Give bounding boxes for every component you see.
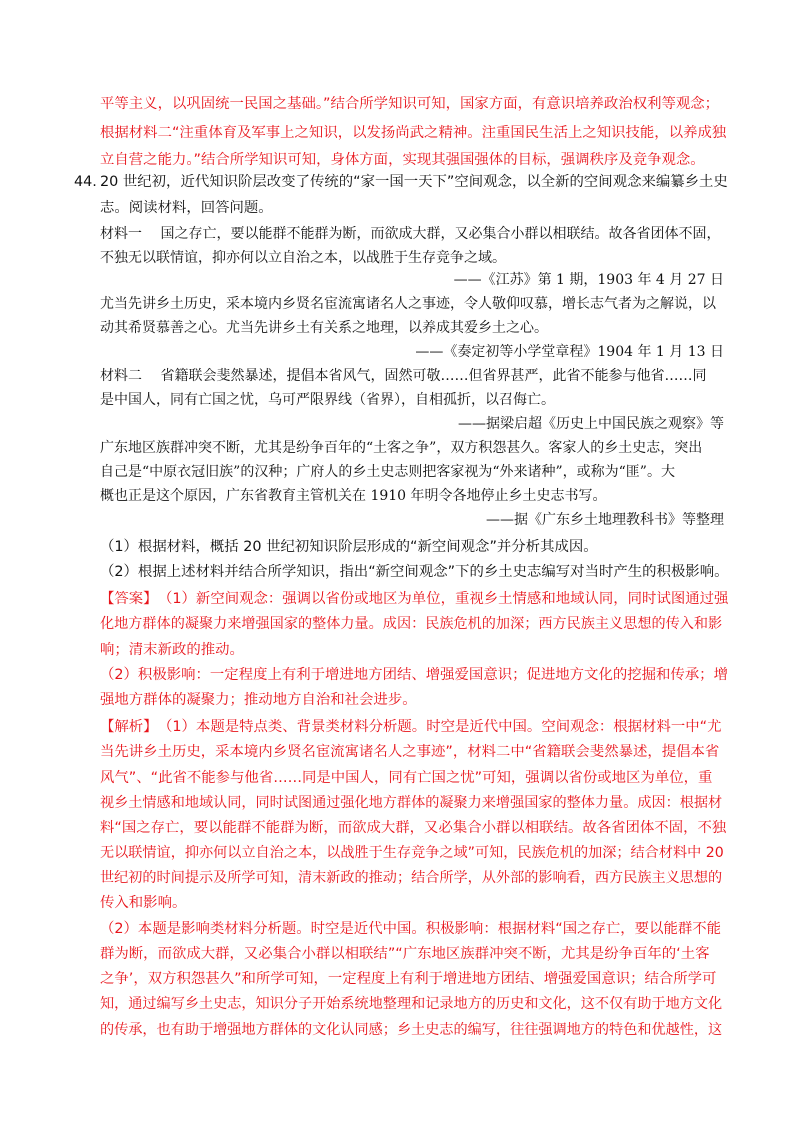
analysis-line: 群为断，而欲成大群，又必集合小群以相联结”“广东地区族群冲突不断，尤其是纷争百年的‘土客 — [100, 946, 710, 962]
answer-line: 强地方群体的凝聚力；推动地方自治和社会进步。 — [100, 692, 417, 708]
material-source: ——据《广东乡土地理教科书》等整理 — [486, 512, 724, 528]
answer-line: （1）新空间观念：强调以省份或地区为单位，重视乡土情感和地域认同，同时试图通过强 — [158, 591, 729, 607]
analysis-line: 视乡土情感和地域认同，同时试图通过强化地方群体的凝聚力来增强国家的整体力量。成因：根据材 — [100, 795, 723, 811]
analysis-line: （1）本题是特点类、背景类材料分析题。时空是近代中国。空间观念：根据材料一中“尤 — [158, 719, 722, 735]
analysis-line: 世纪初的时间提示及所学可知，清末新政的推动；结合所学，从外部的影响看，西方民族主义思想的 — [100, 870, 723, 886]
answer-line: 响；清末新政的推动。 — [100, 642, 244, 658]
material-line: 尤当先讲乡土历史，采本境内乡贤名宦流寓诸名人之事迹，令人敬仰叹慕，增长志气者为之解说，以 — [100, 296, 716, 312]
analysis-line: 当先讲乡土历史，采本境内乡贤名宦流寓诸名人之事迹”，材料二中“省籍联会斐然暴述，提倡本省 — [100, 744, 720, 760]
question-number: 44. — [74, 174, 97, 190]
analysis-line: 知，通过编写乡土史志，知识分子开始系统地整理和记录地方的历史和文化，这不仅有助于地方文化 — [100, 996, 723, 1012]
prev-answer-line: 根据材料二“注重体育及军事上之知识，以发扬尚武之精神。注重国民生活上之知识技能，以养成独 — [100, 125, 727, 141]
material-line: 材料二 省籍联会斐然暴述，提倡本省风气，固然可敬……但省界甚严，此省不能参与他省……同 — [100, 368, 707, 384]
question-stem-line: 志。阅读材料，回答问题。 — [100, 200, 273, 216]
answer-label: 【答案】 — [100, 591, 158, 607]
analysis-line: 的传承，也有助于增强地方群体的文化认同感；乡土史志的编写，往往强调地方的特色和优越性，这 — [100, 1022, 723, 1038]
material-line: 概也正是这个原因，广东省教育主管机关在 1910 年明令各地停止乡土史志书写。 — [100, 488, 607, 504]
material-source: ——《奏定初等小学堂章程》1904 年 1 月 13 日 — [415, 344, 724, 360]
material-source: ——《江苏》第 1 期，1903 年 4 月 27 日 — [453, 272, 724, 288]
question-stem-line: 20 世纪初，近代知识阶层改变了传统的“家一国一天下”空间观念，以全新的空间观念来编纂乡土史 — [100, 174, 728, 190]
sub-question: （2）根据上述材料并结合所学知识，指出“新空间观念”下的乡土史志编写对当时产生的积极影响。 — [100, 564, 729, 580]
analysis-label: 【解析】 — [100, 719, 158, 735]
answer-line: （2）积极影响：一定程度上有利于增进地方团结、增强爱国意识；促进地方文化的挖掘和传承；增 — [100, 667, 728, 683]
analysis-line: 无以联情谊，抑亦何以立自治之本，以战胜于生存竞争之域”可知，民族危机的加深；结合材料中 20 — [100, 845, 724, 861]
analysis-line: （2）本题是影响类材料分析题。时空是近代中国。积极影响：根据材料“国之存亡，要以能群不能 — [100, 921, 722, 937]
material-line: 动其希贤慕善之心。尤当先讲乡土有关系之地理，以养成其爱乡土之心。 — [100, 320, 548, 336]
analysis-line: 风气”、“此省不能参与他省……同是中国人，同有亡国之忧”可知，强调以省份或地区为单位，重 — [100, 770, 713, 786]
analysis-line: 传入和影响。 — [100, 895, 187, 911]
analysis-line: 之争’，双方积怨甚久”和所学可知，一定程度上有利于增进地方团结、增强爱国意识；结合所学可 — [100, 971, 717, 987]
sub-question: （1）根据材料，概括 20 世纪初知识阶层形成的“新空间观念”并分析其成因。 — [100, 539, 598, 555]
material-source: ——据梁启超《历史上中国民族之观察》等 — [458, 416, 724, 432]
analysis-line: 料“国之存亡，要以能群不能群为断，而欲成大群，又必集合小群以相联结。故各省团体不固，不独 — [100, 820, 727, 836]
prev-answer-line: 平等主义，以巩固统一民国之基础。”结合所学知识可知，国家方面，有意识培养政治权利等观念； — [100, 96, 720, 112]
answer-line: 化地方群体的凝聚力来增强国家的整体力量。成因：民族危机的加深；西方民族主义思想的传入和影 — [100, 616, 723, 632]
material-line: 不独无以联情谊，抑亦何以立自治之本，以战胜于生存竞争之域。 — [100, 250, 506, 266]
material-line: 材料一 国之存亡，要以能群不能群为断，而欲成大群，又必集合小群以相联结。故各省团体不固， — [100, 226, 721, 242]
prev-answer-line: 立自营之能力。”结合所学知识可知，身体方面，实现其强国强体的目标，强调秩序及竞争观念。 — [100, 152, 705, 168]
material-line: 广东地区族群冲突不断，尤其是纷争百年的“土客之争”，双方积怨甚久。客家人的乡土史志，突出 — [100, 440, 703, 456]
material-line: 是中国人，同有亡国之忧，乌可严限界线（省界），自相孤折，以召侮亡。 — [100, 392, 555, 408]
material-line: 自己是“中原衣冠旧族”的汉种；广府人的乡土史志则把客家视为“外来诸种”，或称为“匪”。大 — [100, 464, 675, 480]
